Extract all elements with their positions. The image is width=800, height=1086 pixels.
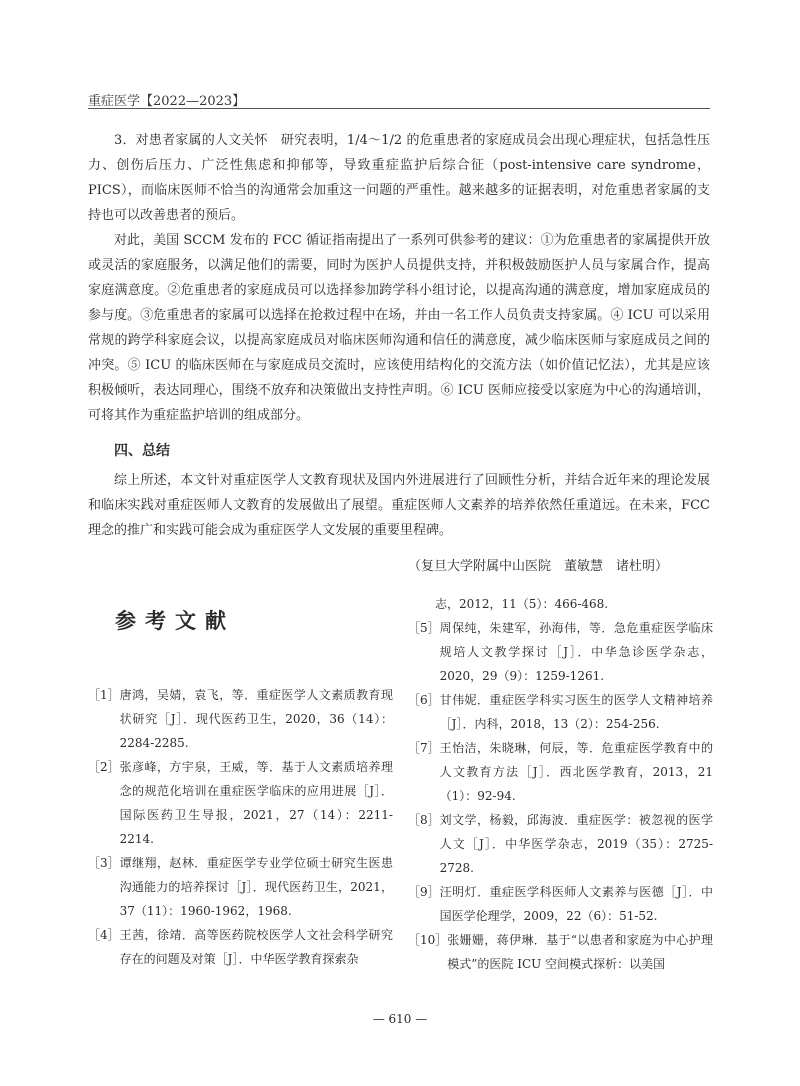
- reference-text: 志，2012，11（5）：466-468.: [435, 597, 609, 611]
- reference-item: [88, 755, 393, 851]
- references-title: 参考文献: [115, 608, 235, 633]
- reference-text: 张彦峰，方宇泉，王威，等．基于人文素质培养理念的规范化培训在重症医学临床的应用进展［J］．国际医药卫生导报，2021，27（14）：2211-2214.: [119, 760, 393, 846]
- section-heading-summary: 四、总结: [114, 443, 170, 459]
- reference-item: [88, 851, 393, 923]
- reference-number: ［4］: [88, 928, 120, 942]
- reference-number: ［9］: [408, 885, 440, 899]
- running-header: 重症医学【2022—2023】: [88, 94, 246, 109]
- reference-text: 汪明灯．重症医学科医师人文素养与医德［J］．中国医学伦理学，2009，22（6）：51-52.: [439, 885, 713, 923]
- reference-number: ［2］: [88, 760, 120, 774]
- reference-text: 王茜，徐靖．高等医药院校医学人文社会科学研究存在的问题及对策［J］．中华医学教育探索杂: [119, 928, 393, 966]
- reference-number: ［3］: [88, 856, 120, 870]
- reference-number: ［10］: [408, 933, 448, 947]
- reference-number: ［6］: [408, 693, 440, 707]
- reference-item: [408, 808, 713, 880]
- page-number: — 610 —: [372, 1012, 428, 1026]
- paragraph-conclusion: 综上所述，本文针对重症医学人文教育现状及国内外进展进行了回顾性分析，并结合近年来的理论发展和临床实践对重症医师人文教育的发展做出了展望。重症医师人文素养的培养依然任重道远。在未来，FCC 理念的推广和实践可能会成为重症医学人文发展的重要里程碑。: [88, 473, 710, 538]
- reference-text: 王怡洁，朱晓琳，何辰，等．危重症医学教育中的人文教育方法［J］．西北医学教育，2013，21（1）：92-94.: [439, 741, 713, 803]
- header-divider: [88, 108, 710, 109]
- reference-number: ［1］: [88, 688, 120, 702]
- references-right-column: [408, 592, 713, 976]
- reference-text: 张姗姗，蒋伊琳．基于“以患者和家庭为中心护理模式”的医院 ICU 空间模式探析：以美国: [447, 933, 713, 971]
- reference-continuation: [408, 592, 713, 616]
- reference-text: 谭继翔，赵林．重症医学专业学位硕士研究生医患沟通能力的培养探讨［J］．现代医药卫生，2021，37（11）：1960-1962，1968.: [119, 856, 393, 918]
- reference-number: ［5］: [408, 621, 440, 635]
- reference-item: [408, 616, 713, 688]
- author-affiliation: （复旦大学附属中山医院 董敏慧 诸杜明）: [408, 559, 669, 574]
- reference-number: ［7］: [408, 741, 440, 755]
- reference-item: [88, 683, 393, 755]
- paragraph-family-care: 3．对患者家属的人文关怀 研究表明，1/4～1/2 的危重患者的家庭成员会出现心理症状，包括急性压力、创伤后压力、广泛性焦虑和抑郁等，导致重症监护后综合征（post-intensive care syndrome，PICS），而临床医师不恰当的沟通常会加重这一问题的严重性。越来越多的证据表明，对危重患者家属的支持也可以改善患者的预后。: [88, 133, 710, 223]
- paragraph-sccm-guidelines: 对此，美国 SCCM 发布的 FCC 循证指南提出了一系列可供参考的建议：①为危重患者的家属提供开放或灵活的家庭服务，以满足他们的需要，同时为医护人员提供支持，并积极鼓励医护人员与家属合作，提高家庭满意度。②危重患者的家庭成员可以选择参加跨学科小组讨论，以提高沟通的满意度，增加家庭成员的参与度。③危重患者的家属可以选择在抢救过程中在场，并由一名工作人员负责支持家属。④ ICU 可以采用常规的跨学科家庭会议，以提高家庭成员对临床医师沟通和信任的满意度，减少临床医师与家庭成员之间的冲突。⑤ ICU 的临床医师在与家庭成员交流时，应该使用结构化的交流方法（如价值记忆法），尤其是应该积极倾听，表达同理心，围绕不放弃和决策做出支持性声明。⑥ ICU 医师应接受以家庭为中心的沟通培训，可将其作为重症监护培训的组成部分。: [88, 233, 710, 423]
- reference-text: 甘伟妮．重症医学科实习医生的医学人文精神培养［J］．内科，2018，13（2）：254-256.: [439, 693, 713, 731]
- reference-text: 唐鸿，吴婧，袁飞，等．重症医学人文素质教育现状研究［J］．现代医药卫生，2020，36（14）：2284-2285.: [119, 688, 393, 750]
- body-text: [88, 128, 710, 543]
- references-left-column: [88, 683, 393, 971]
- reference-item: [88, 923, 393, 971]
- reference-item: [408, 928, 713, 976]
- reference-item: [408, 880, 713, 928]
- reference-number: ［8］: [408, 813, 440, 827]
- reference-text: 周保纯，朱建军，孙海伟，等．急危重症医学临床规培人文教学探讨［J］．中华急诊医学杂志，2020，29（9）：1259-1261.: [439, 621, 713, 683]
- reference-text: 刘文学，杨毅，邱海波．重症医学：被忽视的医学人文［J］．中华医学杂志，2019（35）：2725-2728.: [439, 813, 713, 875]
- reference-item: [408, 688, 713, 736]
- reference-item: [408, 736, 713, 808]
